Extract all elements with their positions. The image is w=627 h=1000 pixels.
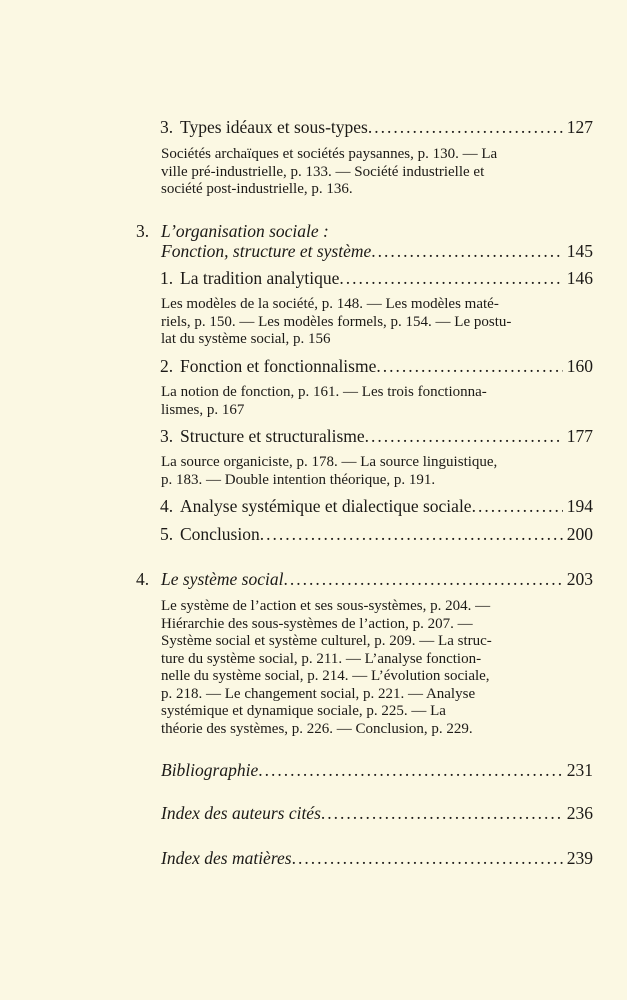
entry-title: Fonction et fonctionnalisme	[180, 356, 377, 376]
entry-title: Index des auteurs cités	[161, 803, 321, 823]
chapter-title-line2: Fonction, structure et système	[161, 241, 372, 261]
leader-dots	[365, 426, 563, 447]
entry-number: 3.	[160, 426, 174, 446]
entry-page: 236	[566, 803, 593, 823]
toc-entry-types-ideaux	[160, 117, 593, 138]
chapter-title-line1: L’organisation sociale :	[161, 221, 329, 241]
leader-dots	[321, 803, 563, 824]
toc-entry-conclusion	[160, 524, 593, 545]
leader-dots	[283, 569, 563, 590]
toc-chapter-3	[161, 241, 593, 262]
entry-page: 194	[566, 496, 593, 516]
entry-description: Le système de l’action et ses sous-systèmes, p. 204. — Hiérarchie des sous-systèmes de l’action, p. 207. — Système social et système culturel, p. 209. — La struc- ture du système social, p. 211. — L’analyse fonction- nelle du système social, p. 214. — L’évolution sociale, p. 218. — Le changement social, p. 221. — Analyse systémique et dynamique sociale, p. 225. — La théorie des systèmes, p. 226. — Conclusion, p. 229.	[161, 598, 492, 737]
entry-description: La notion de fonction, p. 161. — Les trois fonctionna- lismes, p. 167	[161, 384, 487, 418]
entry-title: Conclusion	[180, 524, 260, 544]
toc-entry-analyse-systemique	[160, 496, 593, 517]
entry-page: 145	[566, 241, 593, 261]
entry-title: Analyse systémique et dialectique sociale	[180, 496, 472, 516]
leader-dots	[260, 524, 563, 545]
toc-chapter-3-title	[136, 221, 596, 242]
entry-page: 177	[566, 426, 593, 446]
entry-title: Index des matières	[161, 848, 292, 868]
leader-dots	[472, 496, 563, 517]
leader-dots	[258, 760, 563, 781]
entry-description: Les modèles de la société, p. 148. — Les modèles maté- riels, p. 150. — Les modèles formels, p. 154. — Le postu- lat du système social, p. 156	[161, 296, 512, 347]
leader-dots	[376, 356, 563, 377]
entry-number: 5.	[160, 524, 174, 544]
toc-entry-structuralisme	[160, 426, 593, 447]
chapter-title: Le système social	[161, 569, 284, 589]
entry-page: 239	[566, 848, 593, 868]
entry-page: 231	[566, 760, 593, 780]
entry-page: 146	[566, 268, 593, 288]
entry-page: 200	[566, 524, 593, 544]
entry-title: La tradition analytique	[180, 268, 340, 288]
entry-page: 160	[566, 356, 593, 376]
toc-entry-fonctionnalisme	[160, 356, 593, 377]
entry-number: 1.	[160, 268, 174, 288]
entry-title: Types idéaux et sous-types	[180, 117, 368, 137]
entry-description: Sociétés archaïques et sociétés paysannes, p. 130. — La ville pré-industrielle, p. 133. — Société industrielle et société post-industrielle, p. 136.	[161, 146, 498, 197]
entry-number: 4.	[160, 496, 174, 516]
entry-page: 127	[566, 117, 593, 137]
entry-number: 2.	[160, 356, 174, 376]
entry-number: 3.	[160, 117, 174, 137]
toc-entry-tradition-analytique	[160, 268, 593, 289]
entry-description: La source organiciste, p. 178. — La source linguistique, p. 183. — Double intention théorique, p. 191.	[161, 454, 498, 488]
chapter-number: 3.	[136, 221, 150, 241]
entry-page: 203	[566, 569, 593, 589]
entry-title: Structure et structuralisme	[180, 426, 365, 446]
entry-title: Bibliographie	[161, 760, 259, 780]
chapter-number: 4.	[136, 569, 150, 589]
toc-index-matieres	[161, 848, 593, 869]
leader-dots	[292, 848, 563, 869]
leader-dots	[371, 241, 563, 262]
toc-bibliographie	[161, 760, 593, 781]
leader-dots	[339, 268, 563, 289]
toc-index-auteurs	[161, 803, 593, 824]
leader-dots	[368, 117, 563, 138]
toc-chapter-4	[136, 569, 593, 590]
